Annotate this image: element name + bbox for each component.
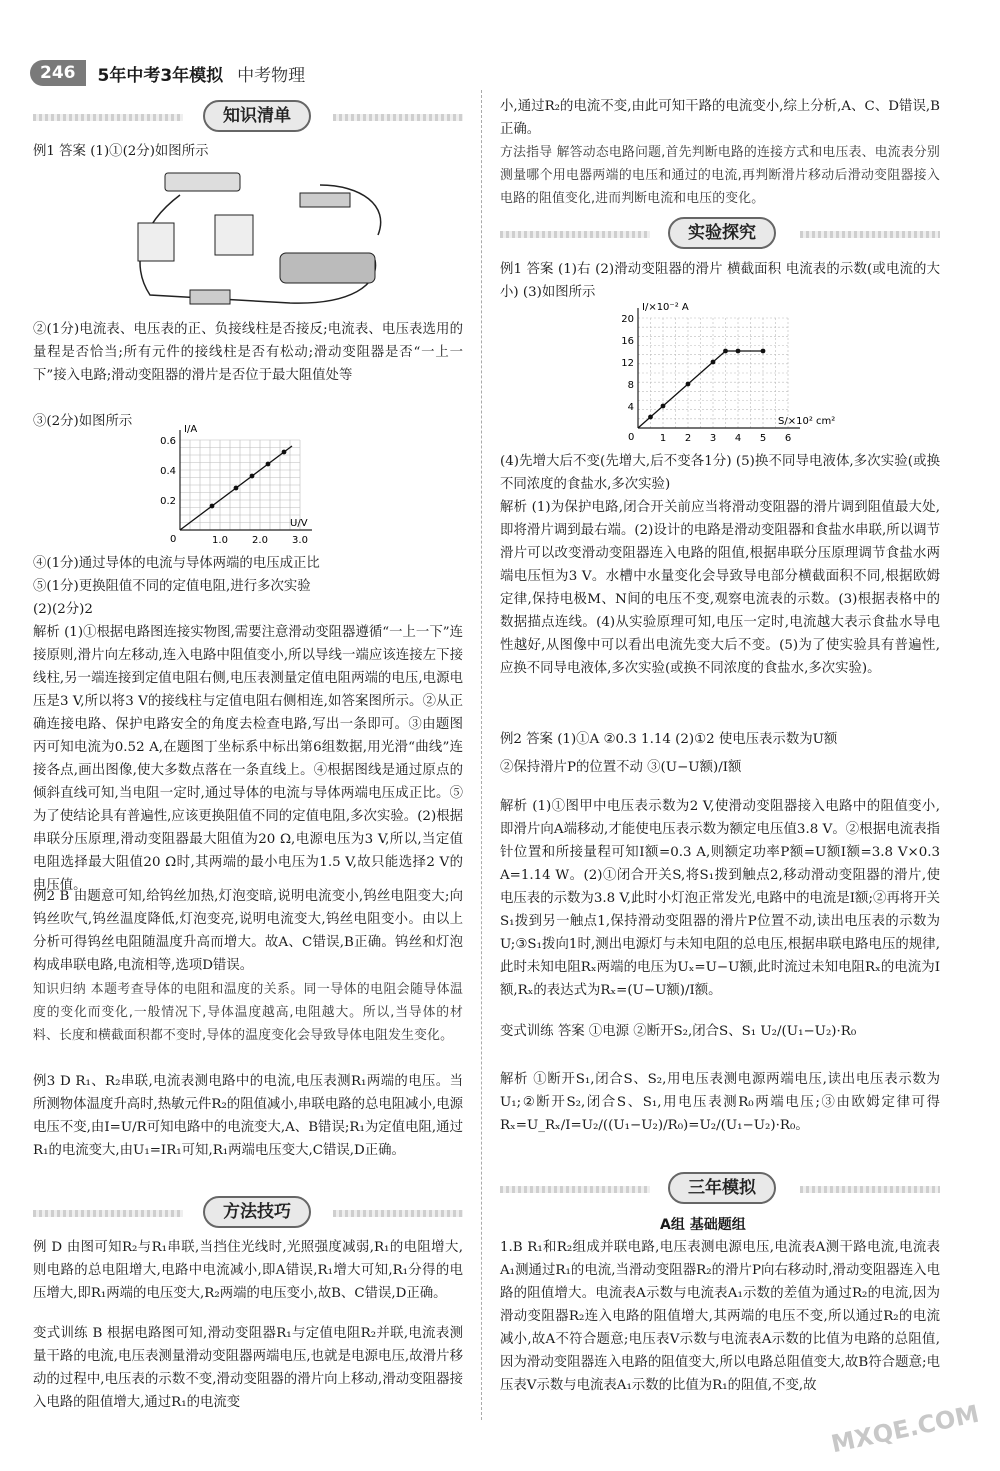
x-tick-label: 2.0 [252, 535, 268, 546]
sy1-p4: (4)先增大后不变(先增大,后不变各1分) (5)换不同导电液体,多次实验(或换不同浓度的食盐水,多次实验) [500, 454, 940, 492]
data-point [282, 450, 287, 455]
y-tick-label: 20 [621, 314, 634, 325]
x-tick-label: 1 [659, 433, 667, 444]
section-sannian [500, 1172, 940, 1206]
bs-jiexi: 解析 ①断开S₁,闭合S、S₂,用电压表测电源两端电压,读出电压表示数为U₁;②断开S₂,闭合S、S₁,用电压表测R₀两端电压;③由欧姆定律可得Rₓ=U_Rₓ/I=U₂/((U₁−U₂)/R₀)=U₂/(U₁−U₂)·R₀。 [500, 1072, 940, 1133]
section-title: 知识清单 [203, 100, 311, 132]
data-point [266, 462, 271, 467]
page-number: 246 [30, 60, 86, 86]
data-point [761, 349, 766, 354]
sy2-head: 例2 答案 (1)①A ②0.3 1.14 (2)①2 使电压表示数为U额 [500, 732, 838, 747]
data-point [210, 504, 215, 509]
y-tick-label: 0.6 [160, 436, 176, 447]
data-point [234, 486, 239, 491]
section-title: 实验探究 [668, 217, 776, 249]
sy2-jiexi: 解析 (1)①图甲中电压表示数为2 V,使滑动变阻器接入电路中的阻值变小,即滑片向A端移动,才能使电压表示数为额定电压值3.8 V。②根据电流表指针位置和所接量程可知I额=0.3 A,则额定功率P额=U额I额=3.8 V×0.3 A=1.14 W。(2)①闭合开关S,将S₁拨到触点2,移动滑动变阻器的滑片,使电压表的示数为3.8 V,此时小灯泡正常发光,电路中的电流是I额;②再将开关S₁拨到另一触点1,保持滑动变阻器的滑片P位置不动,读出电压表的示数为U;③S₁拨向1时,测出电源灯与未知电阻的总电压,根据串联电路电压的规律,此时未知电阻Rₓ两端的电压为Uₓ=U−U额,此时流过未知电阻Rₓ的电流为I额,Rₓ的表达式为Rₓ=(U−U额)/I额。 [500, 799, 940, 998]
data-point [250, 474, 255, 479]
y-tick-label: 4 [627, 402, 634, 413]
group-title: A组 基础题组 [660, 1217, 746, 1233]
data-point [648, 415, 653, 420]
section-shiyan [500, 217, 940, 251]
x-tick-label: 4 [734, 433, 742, 444]
y-tick-label: 16 [621, 336, 634, 347]
page-header [30, 58, 305, 88]
circuit-diagram [120, 165, 390, 310]
origin-label: 0 [170, 534, 177, 545]
sy2-line2: ②保持滑片P的位置不动 ③(U−U额)/I额 [500, 760, 742, 775]
ff-ex: 例 D 由图可知R₂与R₁串联,当挡住光线时,光照强度减弱,R₁的电阻增大,则电路的总电阻增大,电路中电流减小,即A错误,R₁增大可知,R₁分得的电压增大,即R₁两端的电压变大,R₂两端的电压变小,故B、C错误,D正确。 [33, 1240, 463, 1301]
section-fangfa [33, 1196, 463, 1230]
ex3: 例3 D R₁、R₂串联,电流表测电路中的电流,电压表测R₁两端的电压。当所测物体温度升高时,热敏元件R₂的阻值减小,串联电路的总电阻减小,电源电压不变,由I=U/R可知电路中的电流变大,A、B错误;R₁为定值电阻,通过R₁的电流变大,由U₁=IR₁可知,R₁两端电压变大,C错误,D正确。 [33, 1074, 463, 1158]
iu-chart [150, 425, 340, 550]
origin-label: 0 [628, 432, 635, 443]
ex1-p4: ④(1分)通过导体的电流与导体两端的电压成正比 [33, 556, 320, 571]
q1: 1.B R₁和R₂组成并联电路,电压表测电源电压,电流表A测干路电流,电流表A₁测通过R₁的电流,当滑动变阻器R₂的滑片P向右移动时,滑动变阻器连入电路的阻值增大。电流表A示数与电流表A₁示数的差值为通过R₂的电流,因为滑动变阻器R₂连入电路的阻值增大,其两端的电压不变,所以通过R₂的电流减小,故A不符合题意;电压表V示数与电流表A示数的比值为电路的总阻值,因为滑动变阻器连入电路的阻值变大,所以电路总阻值变大,故B符合题意;电压表V示数与电流表A₁示数的比值为R₁的阻值,不变,故 [500, 1240, 940, 1393]
y-tick-label: 12 [621, 358, 634, 369]
ex1-p3: ③(2分)如图所示 [33, 414, 133, 429]
ex2: 例2 B 由题意可知,给钨丝加热,灯泡变暗,说明电流变小,钨丝电阻变大;向钨丝吹气,钨丝温度降低,灯泡变亮,说明电流变大,钨丝电阻变小。由以上分析可得钨丝电阻随温度升高而增大。故A、C错误,B正确。钨丝和灯泡构成串联电路,电流相等,选项D错误。 [33, 889, 463, 973]
column-divider [481, 90, 482, 1420]
data-point [736, 349, 741, 354]
x-tick-label: 3.0 [292, 535, 308, 546]
ex1-jiexi: 解析 (1)①根据电路图连接实物图,需要注意滑动变阻器遵循“一上一下”连接原则,滑片向左移动,连入电路中阻值变小,所以导线一端应该连接左下接线柱,另一端连接到定值电阻右侧,电压表测量定值电阻两端的电压,电源电压是3 V,所以将3 V的接线柱与定值电阻右侧相连,如答案图所示。②从正确连接电路、保护电路安全的角度去检查电路,写出一条即可。③由题图丙可知电流为0.52 A,在题图丁坐标系中标出第6组数据,用光滑“曲线”连接各点,画出图像,使大多数点落在一条直线上。④根据图线是通过原点的倾斜直线可知,当电阻一定时,通过导体的电流与导体两端电压成正比。⑤为了使结论具有普遍性,应该更换阻值不同的定值电阻,多次实验。(2)根据串联分压原理,滑动变阻器最大阻值为20 Ω,电源电压为3 V,所以,当定值电阻选择最大阻值20 Ω时,其两端的最小电压为1.5 V,故只能选择2 V的电压值。 [33, 625, 463, 893]
ex2-guina: 知识归纳 本题考查导体的电阻和温度的关系。同一导体的电阻会随导体温度的变化而变化,一般情况下,导体温度越高,电阻越大。所以,当导体的材料、长度和横截面积都不变时,导体的温度变化会导致导体电阻发生变化。 [33, 982, 463, 1043]
r-cont: 小,通过R₂的电流不变,由此可知干路的电流变小,综上分析,A、C、D错误,B正确。 [500, 99, 940, 137]
y-tick-label: 0.2 [160, 496, 176, 507]
x-tick-label: 3 [709, 433, 717, 444]
is-chart [610, 300, 840, 450]
ex1-p5: ⑤(1分)更换阻值不同的定值电阻,进行多次实验 [33, 579, 311, 594]
ex1-p2: ②(1分)电流表、电压表的正、负接线柱是否接反;电流表、电压表选用的量程是否恰当;所有元件的接线柱是否有松动;滑动变阻器是否“一上一下”接入电路;滑动变阻器的滑片是否位于最大阻值处等 [33, 322, 463, 383]
data-point [711, 360, 716, 365]
data-point [723, 349, 728, 354]
y-tick-label: 8 [627, 380, 634, 391]
data-point [686, 382, 691, 387]
section-title: 方法技巧 [203, 1196, 311, 1228]
ex1-p6: (2)(2分)2 [33, 602, 93, 617]
y-tick-label: 0.4 [160, 466, 176, 477]
bs-head: 变式训练 答案 ①电源 ②断开S₂,闭合S、S₁ U₂/(U₁−U₂)·R₀ [500, 1024, 857, 1039]
x-tick-label: 5 [759, 433, 767, 444]
x-axis-label: U/V [290, 518, 308, 529]
subject-label: 中考物理 [237, 65, 306, 86]
watermark: MXQE.COM [828, 1399, 982, 1459]
x-tick-label: 1.0 [212, 535, 228, 546]
book-title: 5年中考3年模拟 [97, 65, 224, 86]
y-axis-label: I/A [184, 425, 198, 435]
x-axis-label: S/×10² cm² [778, 416, 836, 427]
r-zhidao: 方法指导 解答动态电路问题,首先判断电路的连接方式和电压表、电流表分别测量哪个用电器两端的电压和通过的电流,再判断滑片移动后滑动变阻器接入电路的阻值变化,进而判断电流和电压的变化。 [500, 145, 940, 206]
sy1-head: 例1 答案 (1)右 (2)滑动变阻器的滑片 横截面积 电流表的示数(或电流的大小) (3)如图所示 [500, 262, 940, 300]
x-tick-label: 6 [784, 433, 792, 444]
sy1-jiexi: 解析 (1)为保护电路,闭合开关前应当将滑动变阻器的滑片调到阻值最大处,即将滑片调到最右端。(2)设计的电路是滑动变阻器和食盐水串联,所以调节滑片可以改变滑动变阻器连入电路的阻值,根据串联分压原理调节食盐水两端电压恒为3 V。水槽中水量变化会导致导电部分横截面积不同,根据欧姆定律,保持电极M、N间的电压不变,观察电流表的示数。(3)根据表格中的数据描点连线。(4)从实验原理可知,电压一定时,电流越大表示食盐水导电性越好,从图像中可以看出电流先变大后不变。(5)为了使实验具有普遍性,应换不同导电液体,多次实验(或换不同浓度的食盐水,多次实验)。 [500, 500, 940, 676]
x-tick-label: 2 [684, 433, 692, 444]
ex1-head: 例1 答案 (1)①(2分)如图所示 [33, 144, 209, 159]
ff-bs: 变式训练 B 根据电路图可知,滑动变阻器R₁与定值电阻R₂并联,电流表测量干路的电流,电压表测量滑动变阻器两端电压,也就是电源电压,故滑片移动的过程中,电压表的示数不变,滑动变阻器的滑片向上移动,滑动变阻器接入电路的阻值增大,通过R₁的电流变 [33, 1326, 463, 1410]
section-title: 三年模拟 [668, 1172, 776, 1204]
y-axis-label: I/×10⁻² A [642, 302, 689, 313]
data-point [661, 404, 666, 409]
section-zhishi [33, 100, 463, 134]
